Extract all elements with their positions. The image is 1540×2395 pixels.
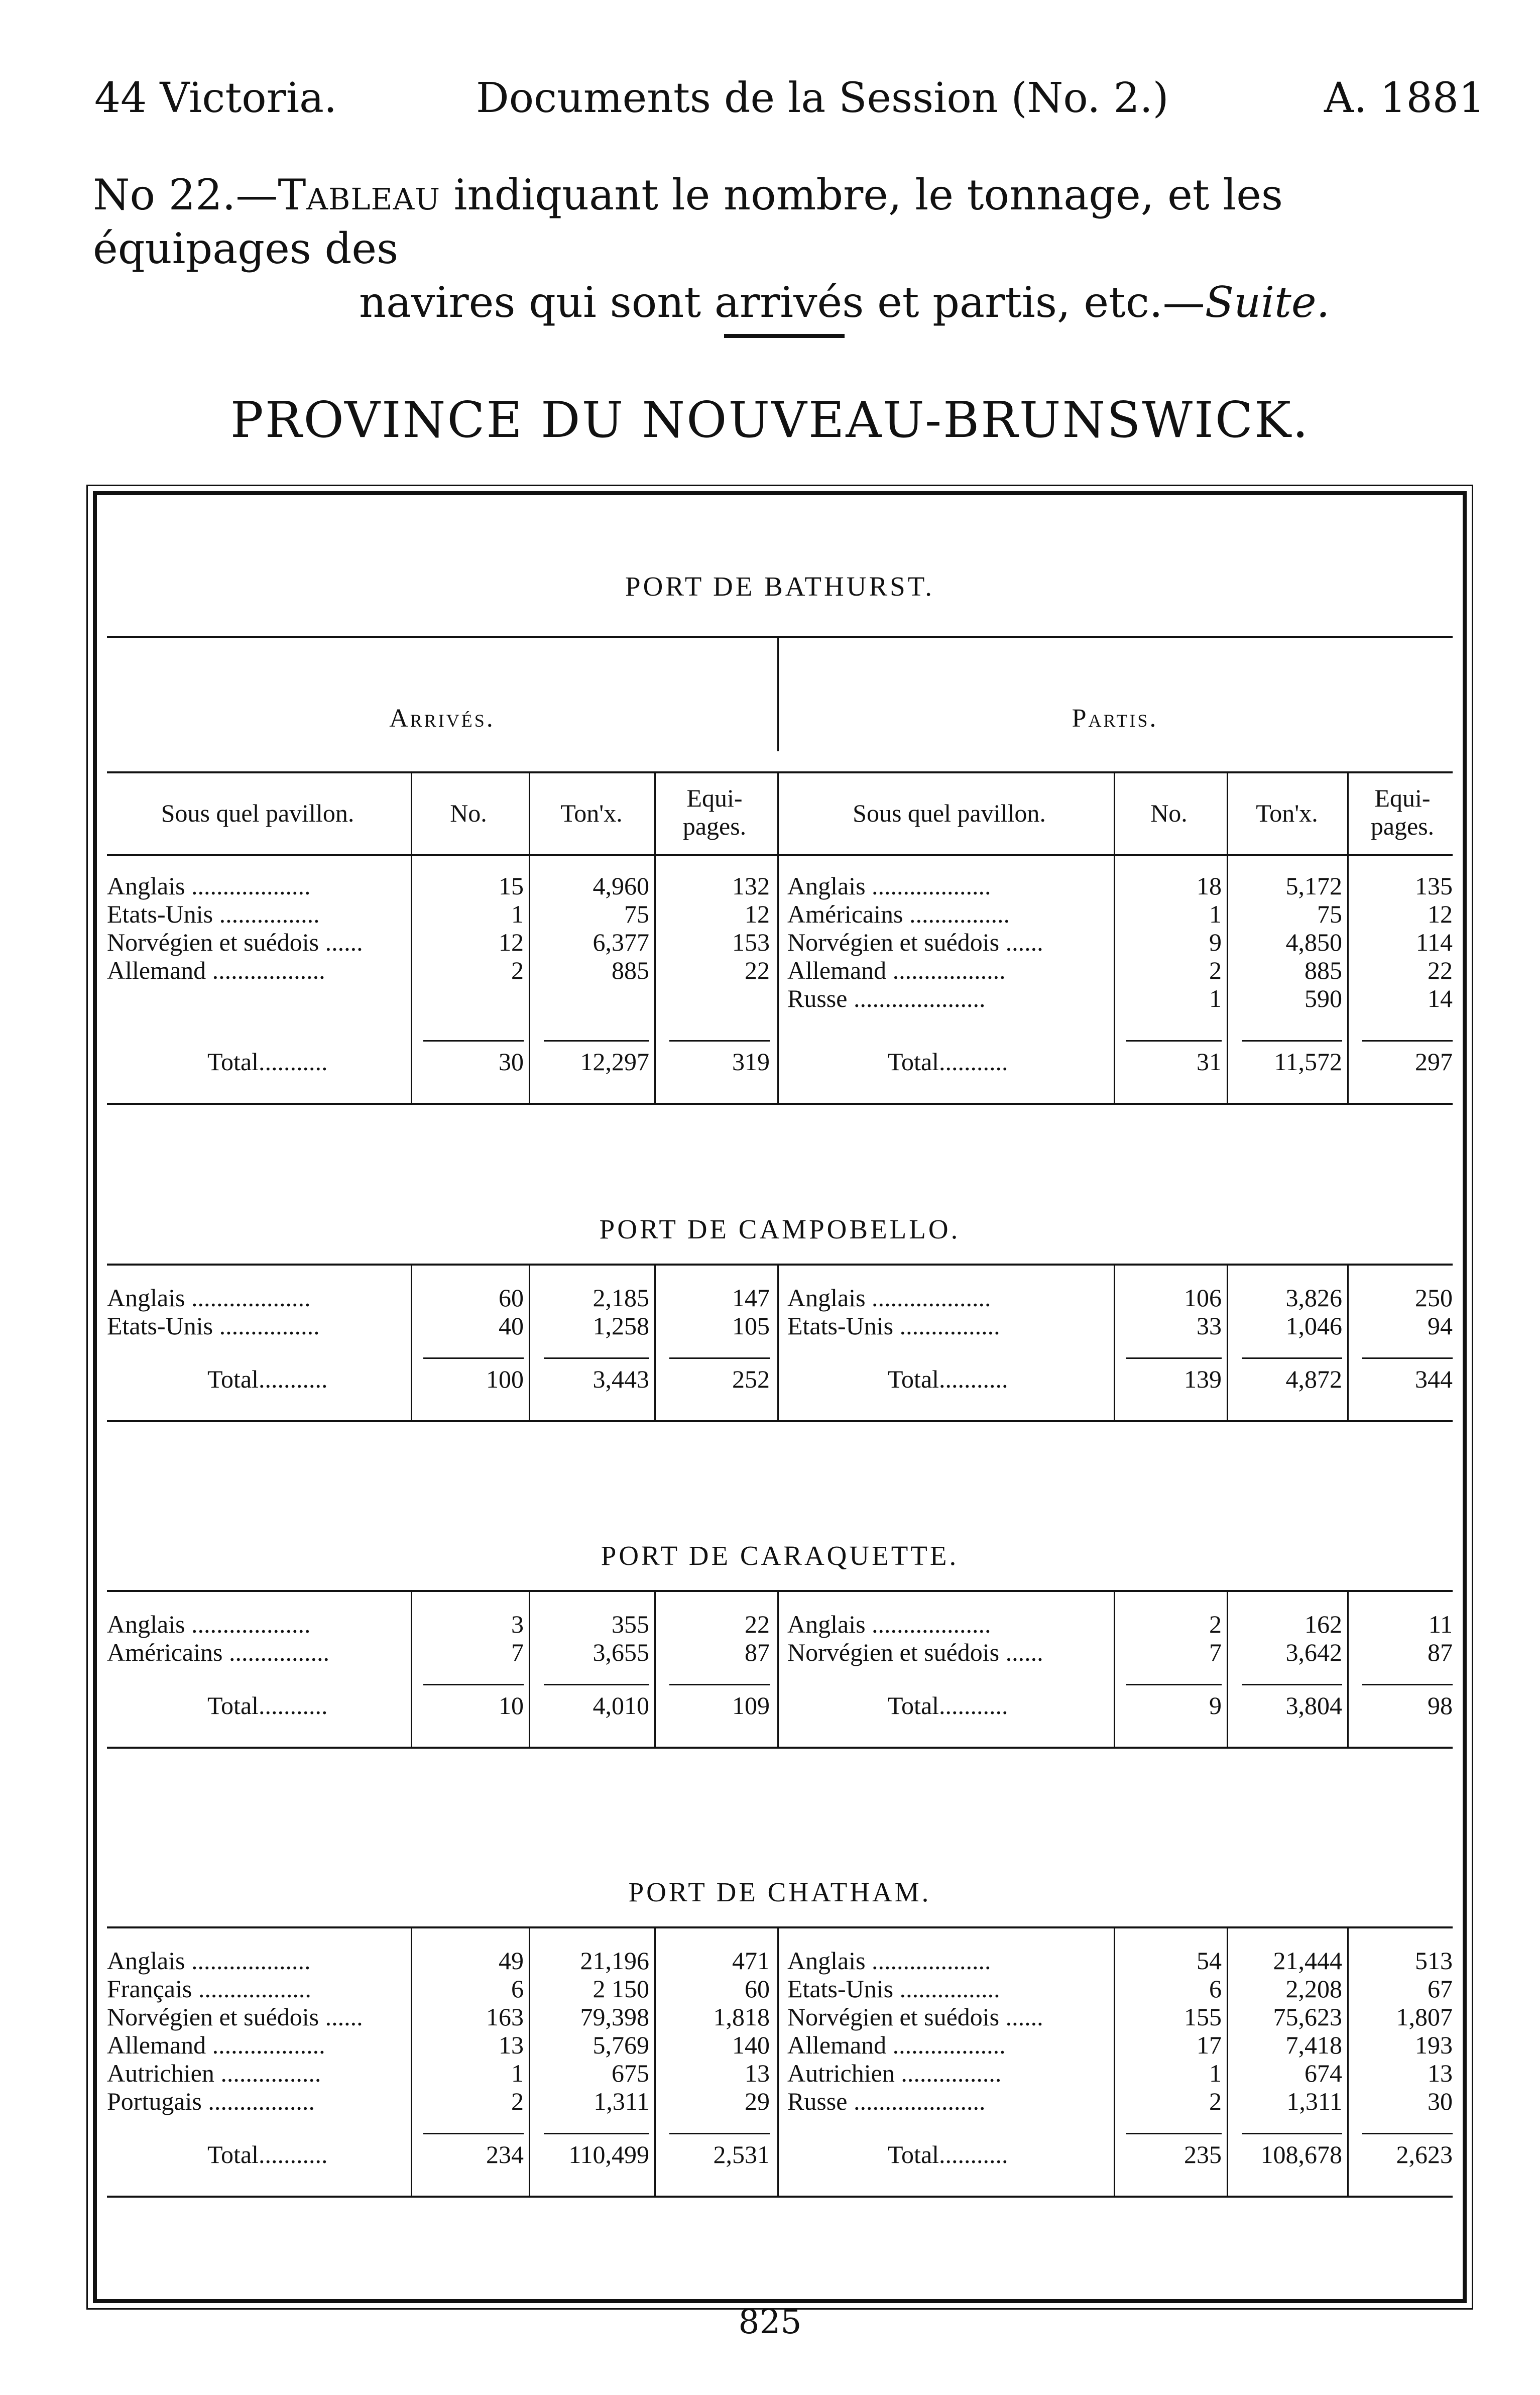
cell-equipages: 12 [1428,900,1453,928]
cell-tonnage: 355 [612,1610,649,1638]
province-title: PROVINCE DU NOUVEAU-BRUNSWICK. [230,392,1310,449]
cell-equipages: 22 [745,1610,770,1638]
cell-tonnage: 75 [624,900,649,928]
total-rule [669,1040,770,1042]
page-number: 825 [738,2303,802,2341]
row-label: Américains ................ [787,900,1010,928]
total-tonnage: 12,297 [580,1048,649,1076]
rule [107,636,1453,638]
row-label: Norvégien et suédois ...... [107,928,363,956]
column-divider [1114,1926,1115,2196]
total-equipages: 252 [732,1365,770,1393]
row-label: Portugais ................. [107,2087,315,2115]
cell-no: 18 [1197,872,1222,900]
row-label: Allemand .................. [787,2031,1006,2059]
cell-tonnage: 885 [612,956,649,984]
total-label: Total........... [888,1048,1008,1076]
cell-equipages: 250 [1415,1284,1453,1312]
row-label: Anglais ................... [787,872,991,900]
total-label: Total........... [888,2140,1008,2169]
cell-no: 1 [1209,2059,1222,2087]
cell-tonnage: 3,642 [1285,1638,1342,1666]
cell-tonnage: 1,311 [594,2087,649,2115]
total-no: 235 [1184,2140,1222,2169]
column-header-pavillon: Sous quel pavillon. [161,799,354,827]
cell-tonnage: 162 [1305,1610,1342,1638]
total-rule [1242,2133,1342,2134]
row-label: Français .................. [107,1975,311,2003]
cell-no: 54 [1197,1947,1222,1975]
cell-tonnage: 4,850 [1285,928,1342,956]
cell-equipages: 11 [1428,1610,1453,1638]
cell-equipages: 67 [1428,1975,1453,2003]
column-divider [1114,1590,1115,1747]
row-label: Norvégien et suédois ...... [787,928,1043,956]
total-rule [1126,2133,1222,2134]
rule [107,854,1453,856]
column-divider [654,1264,656,1420]
cell-equipages: 12 [745,900,770,928]
cell-no: 6 [511,1975,524,2003]
partis-heading: Partis. [1072,704,1158,733]
cell-equipages: 29 [745,2087,770,2115]
table-title [93,168,1484,329]
column-divider [1114,1264,1115,1420]
cell-equipages: 135 [1415,872,1453,900]
port-title: PORT DE BATHURST. [625,571,934,602]
total-rule [1242,1040,1342,1042]
row-label: Etats-Unis ................ [787,1312,1000,1340]
cell-tonnage: 2,208 [1285,1975,1342,2003]
total-rule [544,1357,649,1359]
rule [107,1926,1453,1928]
header-left: 44 Victoria. [94,74,337,122]
row-label: Autrichien ................ [787,2059,1002,2087]
column-divider [777,1926,779,2196]
cell-equipages: 22 [745,956,770,984]
total-rule [423,1684,524,1685]
cell-no: 12 [499,928,524,956]
row-label: Allemand .................. [107,956,325,984]
table-frame [93,491,1467,2303]
total-rule [544,2133,649,2134]
total-equipages: 297 [1415,1048,1453,1076]
cell-tonnage: 6,377 [593,928,649,956]
cell-no: 3 [511,1610,524,1638]
rule [107,1264,1453,1266]
total-tonnage: 4,010 [593,1691,649,1720]
total-rule [1242,1684,1342,1685]
cell-tonnage: 4,960 [593,872,649,900]
total-tonnage: 3,804 [1285,1691,1342,1720]
cell-equipages: 14 [1428,984,1453,1012]
cell-no: 33 [1197,1312,1222,1340]
port-title: PORT DE CARAQUETTE. [601,1540,959,1571]
column-divider [529,1926,530,2196]
total-equipages: 109 [732,1691,770,1720]
cell-no: 17 [1197,2031,1222,2059]
cell-tonnage: 1,258 [593,1312,649,1340]
cell-equipages: 153 [732,928,770,956]
cell-equipages: 105 [732,1312,770,1340]
total-tonnage: 11,572 [1274,1048,1342,1076]
cell-equipages: 1,807 [1396,2003,1453,2031]
separator-rule [724,334,845,338]
total-equipages: 344 [1415,1365,1453,1393]
cell-tonnage: 21,444 [1273,1947,1342,1975]
total-rule [1242,1357,1342,1359]
column-divider [654,1926,656,2196]
row-label: Anglais ................... [787,1610,991,1638]
cell-no: 2 [511,956,524,984]
cell-no: 7 [1209,1638,1222,1666]
cell-no: 106 [1184,1284,1222,1312]
total-rule [544,1040,649,1042]
cell-tonnage: 3,826 [1285,1284,1342,1312]
column-divider [777,771,779,1103]
column-divider [1114,771,1115,1103]
column-divider [411,771,412,1103]
column-divider [411,1264,412,1420]
total-no: 30 [499,1048,524,1076]
cell-tonnage: 75 [1317,900,1342,928]
cell-no: 15 [499,872,524,900]
row-label: Russe ..................... [787,984,986,1012]
cell-tonnage: 5,769 [593,2031,649,2059]
column-divider [777,1264,779,1420]
column-header-pavillon: Sous quel pavillon. [853,799,1046,827]
cell-equipages: 30 [1428,2087,1453,2115]
cell-tonnage: 1,046 [1285,1312,1342,1340]
row-label: Américains ................ [107,1638,329,1666]
cell-no: 49 [499,1947,524,1975]
total-rule [1126,1357,1222,1359]
total-no: 100 [486,1365,524,1393]
cell-no: 163 [486,2003,524,2031]
divider [777,636,779,751]
total-no: 9 [1209,1691,1222,1720]
cell-tonnage: 1,311 [1286,2087,1342,2115]
column-header-no: No. [1150,799,1188,827]
row-label: Norvégien et suédois ...... [107,2003,363,2031]
row-label: Anglais ................... [107,1284,311,1312]
cell-equipages: 147 [732,1284,770,1312]
cell-equipages: 193 [1415,2031,1453,2059]
cell-no: 155 [1184,2003,1222,2031]
total-rule [544,1684,649,1685]
cell-equipages: 471 [732,1947,770,1975]
port-title: PORT DE CAMPOBELLO. [599,1214,961,1244]
cell-no: 2 [1209,1610,1222,1638]
row-label: Allemand .................. [787,956,1006,984]
cell-tonnage: 675 [612,2059,649,2087]
column-divider [411,1590,412,1747]
column-divider [654,771,656,1103]
rule [107,1590,1453,1592]
row-label: Etats-Unis ................ [107,900,320,928]
cell-no: 1 [511,900,524,928]
rule [107,771,1453,773]
column-header-equipages: Equi-pages. [1370,784,1435,840]
cell-tonnage: 674 [1305,2059,1342,2087]
rule [107,1747,1453,1749]
total-rule [1126,1684,1222,1685]
arrives-heading: Arrivés. [389,704,495,733]
cell-equipages: 13 [745,2059,770,2087]
port-title: PORT DE CHATHAM. [628,1877,931,1907]
cell-tonnage: 3,655 [593,1638,649,1666]
column-divider [1347,1590,1349,1747]
cell-no: 1 [1209,900,1222,928]
title-tableau: Tableau [278,170,440,219]
row-label: Norvégien et suédois ...... [787,2003,1043,2031]
cell-no: 13 [499,2031,524,2059]
total-label: Total........... [888,1365,1008,1393]
column-divider [777,1590,779,1747]
cell-equipages: 1,818 [713,2003,770,2031]
rule [107,1103,1453,1105]
row-label: Allemand .................. [107,2031,325,2059]
total-no: 139 [1184,1365,1222,1393]
cell-tonnage: 2 150 [593,1975,649,2003]
column-divider [1347,1926,1349,2196]
cell-equipages: 140 [732,2031,770,2059]
column-divider [1227,771,1228,1103]
row-label: Norvégien et suédois ...... [787,1638,1043,1666]
total-equipages: 2,623 [1396,2140,1453,2169]
column-divider [529,1590,530,1747]
total-label: Total........... [207,1691,328,1720]
column-divider [1227,1264,1228,1420]
column-divider [529,1264,530,1420]
column-header-equipages: Equi-pages. [682,784,747,840]
total-rule [423,2133,524,2134]
total-no: 10 [499,1691,524,1720]
row-label: Etats-Unis ................ [787,1975,1000,2003]
total-label: Total........... [207,1365,328,1393]
cell-no: 60 [499,1284,524,1312]
cell-no: 9 [1209,928,1222,956]
row-label: Russe ..................... [787,2087,986,2115]
total-rule [1362,1357,1453,1359]
total-label: Total........... [207,1048,328,1076]
total-tonnage: 110,499 [568,2140,649,2169]
rule [107,1420,1453,1422]
column-divider [1347,1264,1349,1420]
cell-no: 40 [499,1312,524,1340]
total-label: Total........... [207,2140,328,2169]
row-label: Autrichien ................ [107,2059,321,2087]
total-rule [423,1040,524,1042]
cell-no: 2 [511,2087,524,2115]
cell-tonnage: 590 [1305,984,1342,1012]
rule [107,2196,1453,2198]
cell-tonnage: 75,623 [1273,2003,1342,2031]
column-divider [654,1590,656,1747]
cell-no: 1 [1209,984,1222,1012]
total-equipages: 2,531 [713,2140,770,2169]
total-label: Total........... [888,1691,1008,1720]
cell-equipages: 13 [1428,2059,1453,2087]
cell-equipages: 87 [745,1638,770,1666]
cell-no: 2 [1209,956,1222,984]
total-tonnage: 3,443 [593,1365,649,1393]
row-label: Anglais ................... [787,1947,991,1975]
cell-equipages: 60 [745,1975,770,2003]
cell-equipages: 513 [1415,1947,1453,1975]
column-header-tonnage: Ton'x. [560,799,623,827]
row-label: Etats-Unis ................ [107,1312,320,1340]
total-equipages: 319 [732,1048,770,1076]
row-label: Anglais ................... [107,872,311,900]
total-tonnage: 4,872 [1285,1365,1342,1393]
total-rule [1362,2133,1453,2134]
title-line2: navires qui sont arrivés et partis, etc.— [359,278,1205,327]
column-header-tonnage: Ton'x. [1256,799,1318,827]
total-rule [669,1357,770,1359]
cell-no: 6 [1209,1975,1222,2003]
row-label: Anglais ................... [107,1610,311,1638]
row-label: Anglais ................... [107,1947,311,1975]
column-header-no: No. [450,799,487,827]
cell-tonnage: 2,185 [593,1284,649,1312]
cell-equipages: 22 [1428,956,1453,984]
total-rule [1126,1040,1222,1042]
total-equipages: 98 [1428,1691,1453,1720]
title-line1: indiquant le nombre, le tonnage, et les équipages des [93,170,1283,273]
header-right: A. 1881 [1324,74,1485,122]
cell-tonnage: 885 [1305,956,1342,984]
cell-equipages: 94 [1428,1312,1453,1340]
cell-no: 7 [511,1638,524,1666]
total-rule [669,2133,770,2134]
cell-equipages: 132 [732,872,770,900]
cell-equipages: 114 [1415,928,1453,956]
cell-tonnage: 79,398 [580,2003,649,2031]
column-divider [1227,1926,1228,2196]
cell-tonnage: 7,418 [1285,2031,1342,2059]
total-rule [423,1357,524,1359]
column-divider [1227,1590,1228,1747]
total-no: 31 [1197,1048,1222,1076]
cell-no: 2 [1209,2087,1222,2115]
total-rule [1362,1684,1453,1685]
header-center: Documents de la Session (No. 2.) [476,74,1169,122]
cell-no: 1 [511,2059,524,2087]
row-label: Anglais ................... [787,1284,991,1312]
column-divider [529,771,530,1103]
title-prefix: No 22.— [93,170,278,219]
cell-equipages: 87 [1428,1638,1453,1666]
column-divider [411,1926,412,2196]
title-suite: Suite. [1205,278,1330,327]
total-tonnage: 108,678 [1260,2140,1342,2169]
cell-tonnage: 21,196 [580,1947,649,1975]
total-rule [1362,1040,1453,1042]
column-divider [1347,771,1349,1103]
cell-tonnage: 5,172 [1285,872,1342,900]
total-rule [669,1684,770,1685]
total-no: 234 [486,2140,524,2169]
